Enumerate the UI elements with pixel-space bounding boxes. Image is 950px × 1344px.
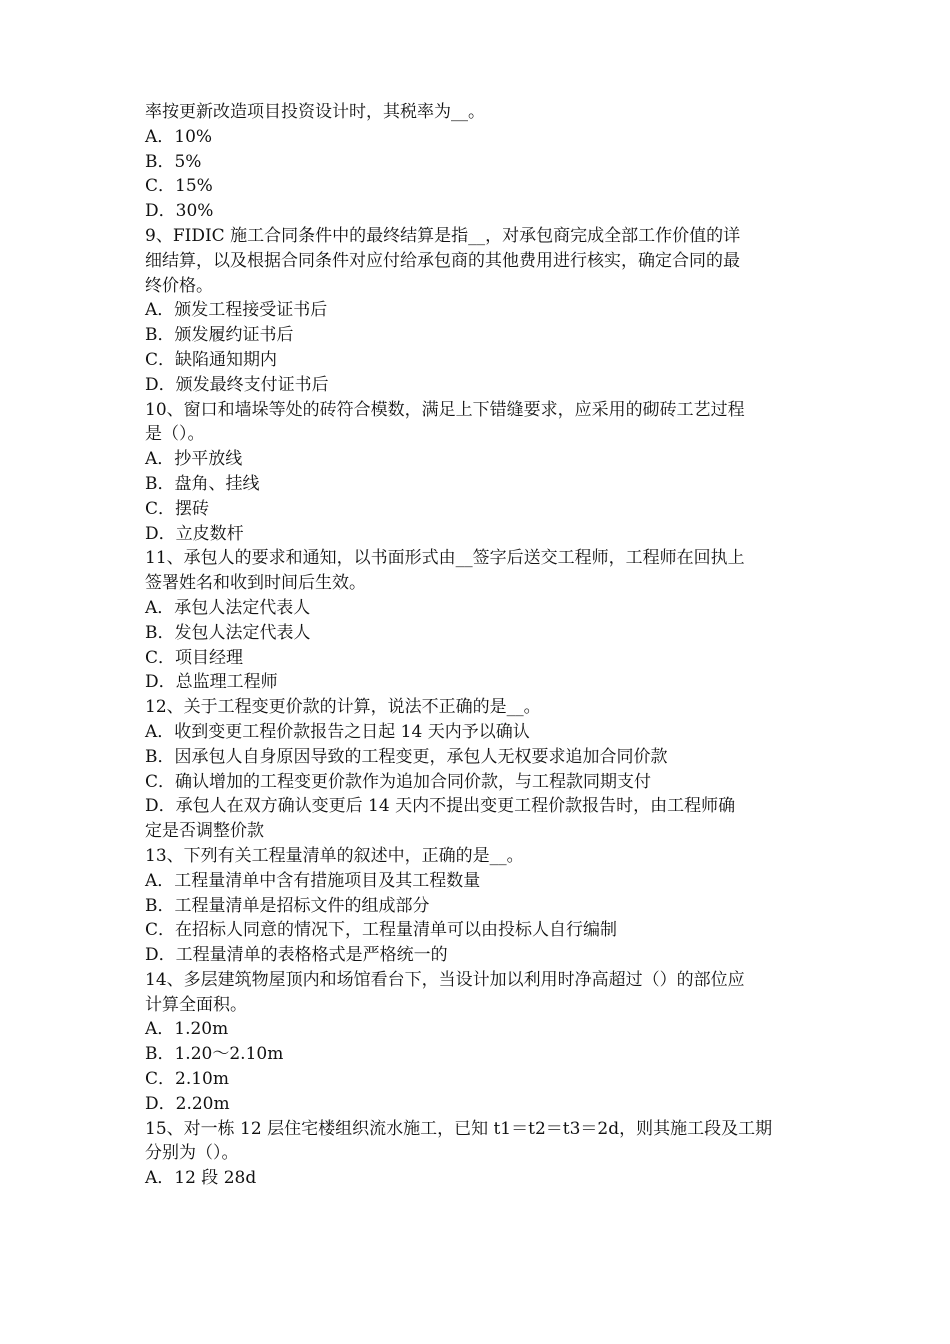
text-line: 11、承包人的要求和通知，以书面形式由__签字后送交工程师，工程师在回执上 xyxy=(145,548,745,569)
text-line: 14、多层建筑物屋顶内和场馆看台下，当设计加以利用时净高超过（）的部位应 xyxy=(145,969,745,990)
text-line: C．2.10m xyxy=(145,1069,229,1090)
text-line: D．承包人在双方确认变更后 14 天内不提出变更工程价款报告时，由工程师确 xyxy=(145,796,736,817)
text-line: C．在招标人同意的情况下，工程量清单可以由投标人自行编制 xyxy=(145,920,618,941)
text-line: C．项目经理 xyxy=(145,647,244,668)
text-line: D．2.20m xyxy=(145,1093,230,1114)
text-line: D．总监理工程师 xyxy=(145,672,278,693)
text-line: 13、下列有关工程量清单的叙述中，正确的是__。 xyxy=(145,845,524,866)
text-line: 是（）。 xyxy=(145,424,205,445)
text-line: C．摆砖 xyxy=(145,498,210,519)
text-line: 签署姓名和收到时间后生效。 xyxy=(145,573,366,594)
text-line: C．缺陷通知期内 xyxy=(145,349,278,370)
text-line: D．颁发最终支付证书后 xyxy=(145,374,329,395)
text-line: B．因承包人自身原因导致的工程变更，承包人无权要求追加合同价款 xyxy=(145,746,668,767)
text-line: A．颁发工程接受证书后 xyxy=(145,300,328,321)
text-line: 细结算，以及根据合同条件对应付给承包商的其他费用进行核实，确定合同的最 xyxy=(145,250,740,271)
text-line: A．抄平放线 xyxy=(145,449,243,470)
text-line: A．1.20m xyxy=(145,1019,229,1040)
text-line: D．30% xyxy=(145,201,214,222)
text-line: C．15% xyxy=(145,176,213,197)
text-line: 15、对一栋 12 层住宅楼组织流水施工，已知 t1＝t2＝t3＝2d，则其施工段及工期 xyxy=(145,1118,773,1139)
text-line: D．立皮数杆 xyxy=(145,523,244,544)
text-line: 定是否调整价款 xyxy=(145,821,264,842)
text-line: 10、窗口和墙垛等处的砖符合模数，满足上下错缝要求，应采用的砌砖工艺过程 xyxy=(145,399,745,420)
document-page xyxy=(145,100,825,1191)
text-line: A．承包人法定代表人 xyxy=(145,597,311,618)
text-line: B．5% xyxy=(145,151,202,172)
text-line: 9、FIDIC 施工合同条件中的最终结算是指__，对承包商完成全部工作价值的详 xyxy=(145,225,741,246)
text-line: A．12 段 28d xyxy=(145,1168,257,1189)
text-line: 率按更新改造项目投资设计时，其税率为__。 xyxy=(145,102,485,122)
text-line: B．工程量清单是招标文件的组成部分 xyxy=(145,895,430,916)
text-line: A．10% xyxy=(145,126,213,147)
text-line: B．1.20～2.10m xyxy=(145,1044,284,1065)
text-line: 计算全面积。 xyxy=(145,994,247,1015)
text-line: B．盘角、挂线 xyxy=(145,473,260,494)
text-line: B．颁发履约证书后 xyxy=(145,325,294,346)
text-line: A．收到变更工程价款报告之日起 14 天内予以确认 xyxy=(145,721,530,742)
text-line: B．发包人法定代表人 xyxy=(145,622,311,643)
text-line: A．工程量清单中含有措施项目及其工程数量 xyxy=(145,870,481,891)
text-line: 12、关于工程变更价款的计算，说法不正确的是__。 xyxy=(145,697,541,718)
text-line: C．确认增加的工程变更价款作为追加合同价款，与工程款同期支付 xyxy=(145,771,652,792)
text-line: 分别为（）。 xyxy=(145,1143,239,1164)
text-line: D．工程量清单的表格格式是严格统一的 xyxy=(145,945,448,966)
text-line: 终价格。 xyxy=(145,275,213,296)
